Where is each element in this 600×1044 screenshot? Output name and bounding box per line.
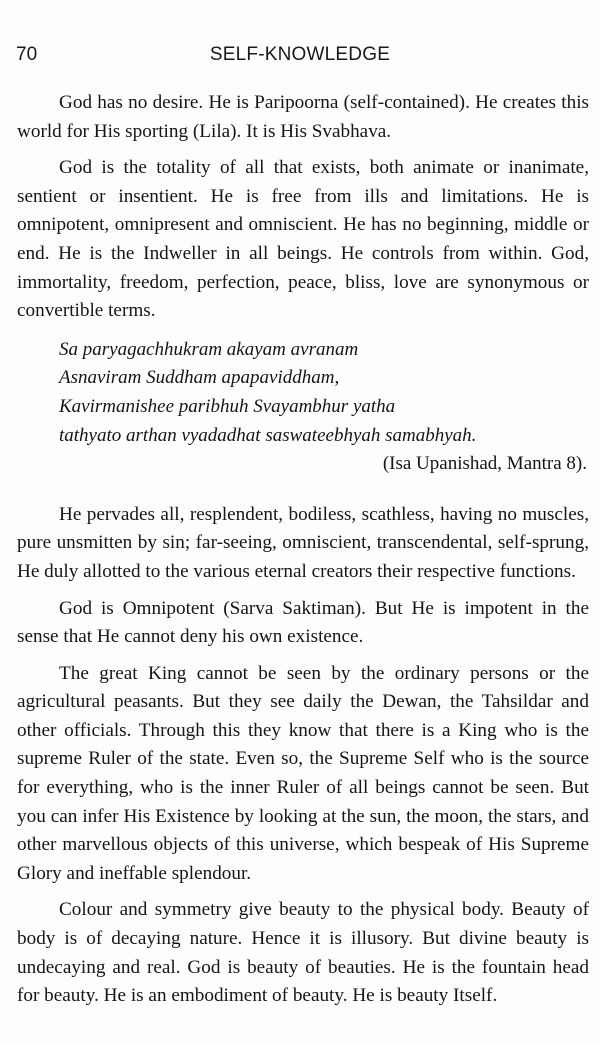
verse-line: Kavirmanishee paribhuh Svayambhur yatha bbox=[59, 395, 396, 417]
verse-reference: (Isa Upanishad, Mantra 8). bbox=[382, 453, 587, 475]
verse-quote bbox=[17, 336, 589, 479]
paragraph: He pervades all, resplendent, bodiless, scathless, having no muscles, pure unsmitten by sin; far-seeing, omniscient, transcendental, self-sprung, He duly allotted to the various eternal creators their respective functions. bbox=[17, 503, 589, 582]
running-head: SELF-KNOWLEDGE bbox=[209, 44, 391, 65]
verse-line: tathyato arthan vyadadhat saswateebhyah samabhyah. bbox=[59, 424, 477, 446]
paragraph: Colour and symmetry give beauty to the physical body. Beauty of body is of decaying nature. Hence it is illusory. But divine beauty is undecaying and real. God is beauty of beauties. He is the fountain head for beauty. He is an embodiment of beauty. He is beauty Itself. bbox=[17, 899, 589, 1007]
paragraph: The great King cannot be seen by the ordinary persons or the agricultural peasants. But they see daily the Dewan, the Tahsildar and other officials. Through this they know that there is a King who is the supreme Ruler of the state. Even so, the Supreme Self who is the source for everything, who is the inner Ruler of all beings cannot be seen. But you can infer His Existence by looking at the sun, the moon, the stars, and other marvellous objects of this universe, which bespeak of His Supreme Glory and ineffable splendour. bbox=[17, 662, 589, 884]
page-number: 70 bbox=[16, 44, 38, 65]
paragraph: God is the totality of all that exists, both animate or inanimate, sentient or insentient. He is free from ills and limitations. He is omnipotent, omnipresent and omniscient. He has no beginning, middle or end. He is the Indweller in all beings. He controls from within. God, immortality, freedom, perfection, peace, bliss, love are synonymous or convertible terms. bbox=[17, 157, 589, 322]
verse-line: Sa paryagachhukram akayam avranam bbox=[59, 338, 359, 360]
paragraph: God is Omnipotent (Sarva Saktiman). But He is impotent in the sense that He cannot deny his own existence. bbox=[17, 597, 589, 648]
page-body bbox=[17, 89, 589, 1019]
page-header bbox=[16, 44, 584, 68]
paragraph: God has no desire. He is Paripoorna (self-contained). He creates this world for His sporting (Lila). It is His Svabhava. bbox=[17, 92, 589, 142]
verse-line: Asnaviram Suddham apapaviddham, bbox=[59, 367, 340, 389]
